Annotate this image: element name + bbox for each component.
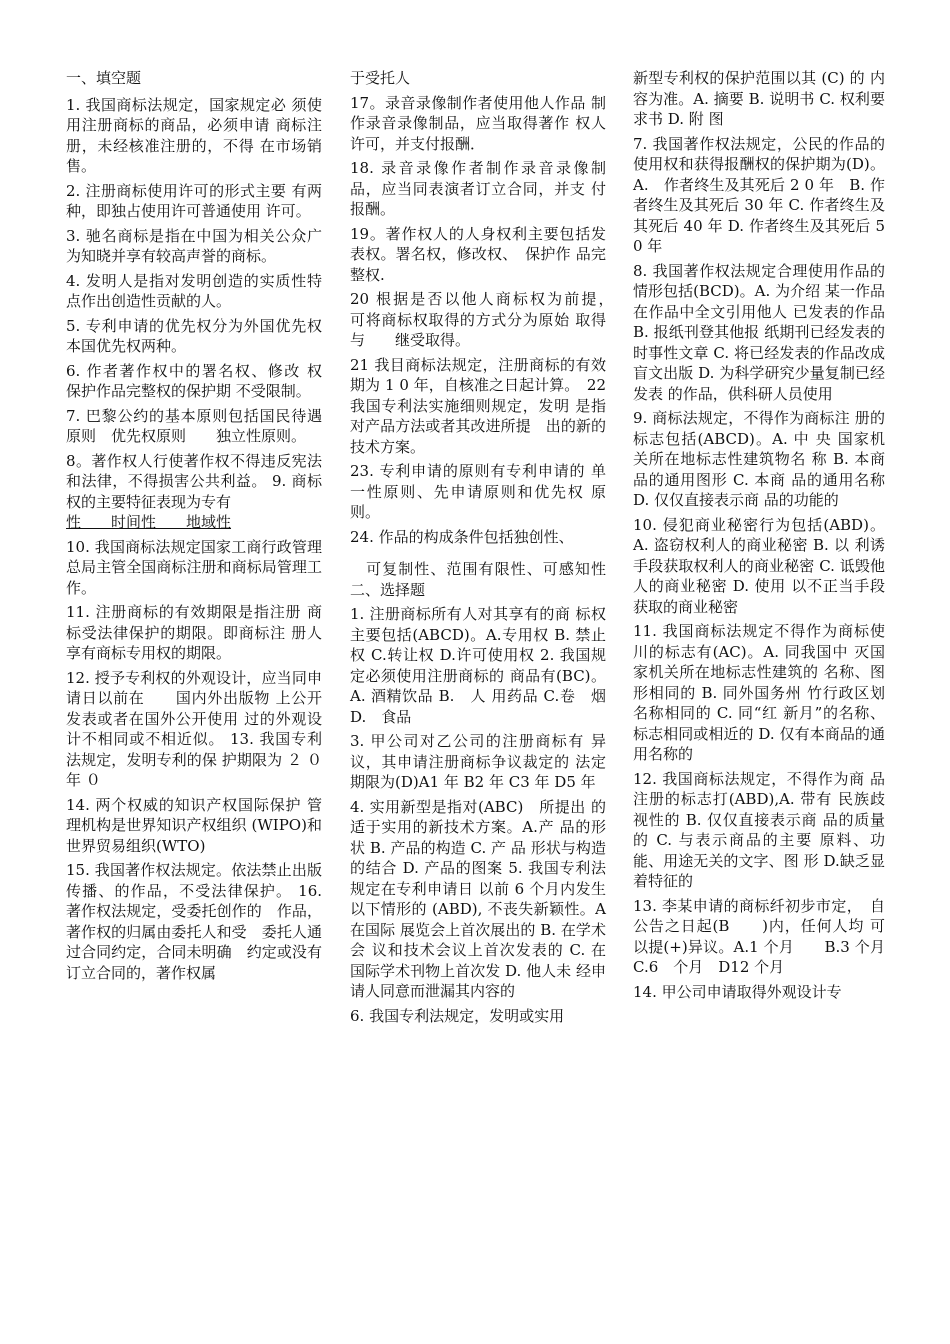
question-12-13: 12. 授予专利权的外观设计，应当同申请日以前在 国内外出版物 上公开发表或者在国外公开使用 过的外观设计不相同或不相近似。 13. 我国专利法规定，发明专利的保 护期限为 ２ ０ 年 ０ (66, 668, 322, 789)
question-5: 5. 专利申请的优先权分为外国优先权 本国优先权两种。 (66, 316, 353, 355)
section-heading-fill-in: 一、填空题 (66, 69, 142, 87)
column-3 (633, 68, 885, 1006)
choice-8: 8. 我国著作权法规定合理使用作品的情形包括(BCD)。A. 为介绍 某一作品在作品中全文引用他人 已发表的作品 B. 报纸刊登其他报 纸期刊已经发表的时事性文章 C. 将已经发表的作品改成盲文出版 D. 为科学研究少量复制已经发表 的作品，供科研人员使用 (633, 261, 885, 403)
question-24: 24. 作品的构成条件包括独创性、 (350, 527, 574, 546)
choice-6: 6. 我国专利法规定，发明或实用 (350, 1006, 565, 1025)
choice-11: 11. 我国商标法规定不得作为商标使川的标志有(AC)。A. 同我国中 灭国家机关所在地标志性建筑的 名称、图形相同的 B. 同外国务州 竹行政区划名称相同的 C. 同“红 新月”的名称、标志相同或相近的 D. 仅有本商品的通用名称的 (633, 622, 885, 763)
question-9-answer: 性 时间性 地域性 (66, 513, 232, 531)
question-20: 20 根据是否以他人商标权为前提， 可将商标权取得的方式分为原始 取得 与 继受取得。 (350, 290, 622, 349)
question-4: 4. 发明人是指对发明创造的实质性特点作出创造性贡献的人。 (66, 271, 322, 310)
question-24-continued-section-heading-choice: 可复制性、范围有限性、可感知性 二、选择题 (350, 560, 606, 599)
choice-6-continued: 新型专利权的保护范围以其 (C) 的 内容为准。A. 摘要 B. 说明书 C. 权利要求书 D. 附 图 (633, 69, 885, 128)
question-17: 17。录音录像制作者使用他人作品 制作录音录像制品，应当取得著作 权人许可，并支付报酬． (350, 93, 606, 153)
question-23: 23. 专利申请的原则有专利申请的 单一性原则、先申请原则和优先权 原则。 (350, 462, 606, 521)
column-2 (350, 68, 622, 1030)
question-10: 10. 我国商标法规定国家工商行政管理总局主管全国商标注册和商标局管理工作。 (66, 537, 322, 597)
question-3: 3. 驰名商标是指在中国为相关公众广为知晓并享有较高声誉的商标。 (66, 226, 322, 265)
question-11: 11. 注册商标的有效期限是指注册 商标受法律保护的期限。即商标注 册人享有商标专用权的期限。 (66, 603, 322, 662)
choice-10: 10. 侵犯商业秘密行为包括(ABD)。 A. 盗窃权利人的商业秘密 B. 以 利诱手段获取权利人的商业秘密 C. 诋毁他人的商业秘密 D. 使用 以不正当手段获取的商业秘密 (633, 515, 885, 616)
choice-3: 3. 甲公司对乙公司的注册商标有 异议，其申请注册商标争议裁定的 法定期限为(D)A1 年 B2 年 C3 年 D5 年 (350, 732, 606, 791)
question-8-9: 8。著作权人行使著作权不得违反宪法和法律，不得损害公共利益。 9. 商标权的主要特征表现为专有 (66, 451, 322, 511)
question-14: 14. 两个权威的知识产权国际保护 管理机构是世界知识产权组织 (WIPO)和世界贸易组织(WTO) (66, 795, 322, 855)
choice-12: 12. 我国商标法规定，不得作为商 品注册的标志打(ABD),A. 带有 民族歧视性的 B. 仅仅直接表示商 品的质量的 C. 与表示商品的主要 原料、功能、用途无关的文字、图 形 D.缺乏显着特征的 (633, 769, 885, 890)
question-19: 19。著作权人的人身权利主要包括发表权。署名权，修改权、 保护作 品完整权. (350, 224, 606, 284)
column-1 (66, 68, 353, 987)
question-7: 7. 巴黎公约的基本原则包括国民待遇原则 优先权原则 独立性原则。 (66, 406, 322, 445)
choice-13: 13. 李某申请的商标纤初步市定， 自公告之日起(B )内，任何人均 可以提(+)异议。A.1 个月 B.3 个月 C.6 个月 D12 个月 (633, 896, 885, 976)
choice-14: 14. 甲公司申请取得外观设计专 (633, 982, 842, 1001)
choice-9: 9. 商标法规定，不得作为商标注 册的标志包括(ABCD)。A. 中 央 国家机关所在地标志性建筑物名 称 B. 本商品的通用图形 C. 本商 品的通用名称 D. 仅仅直接表示商 品的功能的 (633, 409, 885, 509)
choice-1-2: 1. 注册商标所有人对其享有的商 标权主要包括(ABCD)。A.专用权 B. 禁止权 C.转让权 D.许可使用权 2. 我国规定必须使用注册商标的 商品有(BC)。A. 酒精饮品 B. 人 用药品 C.卷 烟 D. 食品 (350, 605, 606, 726)
question-2: 2. 注册商标使用许可的形式主要 有两种，即独占使用许可普通使用 许可。 (66, 181, 322, 220)
question-1: 1. 我国商标法规定，国家规定必 须使用注册商标的商品，必须申请 商标注册，未经核准注册的，不得 在市场销售。 (66, 95, 322, 175)
question-15-16: 15. 我国著作权法规定。依法禁止出版传播、的作品，不受法律保护。 16. 著作权法规定，受委托创作的 作品，著作权的归属由委托人和受 委托人通过合同约定，合同未明确 约定或没有订立合同的，著作权属 (66, 861, 322, 982)
question-16-continued: 于受托人 (350, 69, 411, 87)
question-21-22: 21 我目商标法规定，注册商标的有效期为 1 0 年，自核准之日起计算。 22 我国专利法实施细则规定，发明 是指对产品方法或者其改进所提 出的新的技术方案。 (350, 355, 606, 456)
question-6: 6. 作者著作权中的署名权、修改 权 保护作品完整权的保护期 不受限制。 (66, 361, 353, 400)
choice-7: 7. 我国著作权法规定，公民的作品的使用权和获得报酬权的保护期为(D)。A. 作者终生及其死后 2 0 年 B. 作者终生及其死后 30 年 C. 作者终生及其死后 40 年 D. 作者终生及其死后 50 年 (633, 134, 885, 255)
question-18: 18. 录音录像作者制作录音录像制 品，应当同表演者订立合同，并支 付报酬。 (350, 159, 606, 218)
choice-4-5: 4. 实用新型是指对(ABC) 所提出 的适于实用的新技术方案。A.产 品的形状 B. 产品的构造 C. 产 品 形状与构造的结合 D. 产品的图案 5. 我国专利法规定在专利申请日 以前 6 个月内发生以下情形的 (ABD), 不丧失新颖性。A 在国际 展览会上首次展出的 B. 在学术会 议和技术会议上首次发表的 C. 在 国际学术刊物上首次发 D. 他人未 经申请人同意而泄漏其内容的 (350, 797, 606, 1000)
